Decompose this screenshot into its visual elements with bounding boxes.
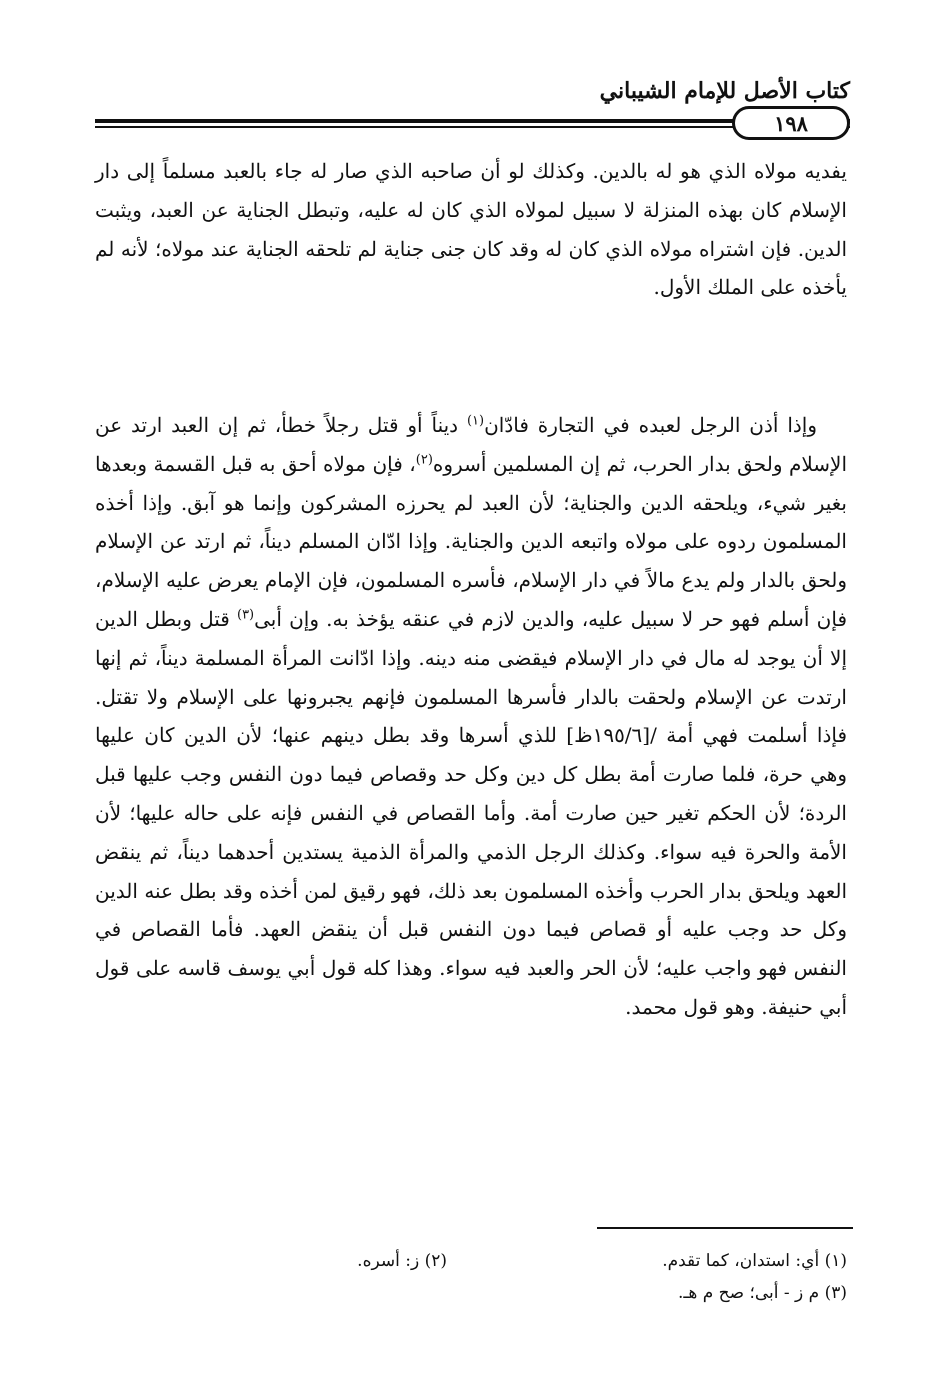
footnote-row xyxy=(95,1245,847,1277)
paragraph-1: يفديه مولاه الذي هو له بالدين. وكذلك لو أن صاحبه الذي صار له جاء بالعبد مسلماً إلى دار الإسلام كان بهذه المنزلة لا سبيل لمولاه الذي كان له عليه، وتبطل الجناية عن العبد، ويثبت الدين. فإن اشتراه مولاه الذي كان له وقد كان جنى جناية لم تلحقه الجناية عند مولاه؛ لأنه لم يأخذه على الملك الأول. xyxy=(95,159,847,300)
paragraph-2 xyxy=(95,406,847,1027)
footnote-text: ز: أسره. xyxy=(357,1251,420,1271)
footnote-number: (٢) xyxy=(424,1251,447,1271)
footnote-row xyxy=(95,1277,847,1309)
footnote-2 xyxy=(357,1245,447,1277)
footnote-ref-2: (٢) xyxy=(415,452,433,468)
page-header xyxy=(95,72,850,136)
footnote-number: (١) xyxy=(824,1251,847,1271)
paragraph-2-part-c: ، فإن مولاه أحق به قبل القسمة وبعدها بغير شيء، ويلحقه الدين والجناية؛ لأن العبد لم يحرزه المشركون وإنما هو آبق. وإذا أخذه المسلمون ردوه على مولاه واتبعه الدين والجناية. وإذا ادّان المسلم ديناً، ثم ارتد عن الإسلام ولحق بالدار ولم يدع مالاً في دار الإسلام، فأسره المسلمون، فإن الإمام يعرض عليه الإسلام، فإن أسلم فهو حر لا سبيل عليه، والدين لازم في عنقه يؤخذ به. وإن أبى xyxy=(95,451,847,631)
footnotes xyxy=(95,1245,847,1309)
footnote-3 xyxy=(678,1277,847,1309)
page-number xyxy=(732,106,850,140)
footnote-ref-1: (١) xyxy=(466,413,485,429)
book-title: كتاب الأصل للإمام الشيباني xyxy=(599,78,850,104)
paragraph-2-part-d: قتل وبطل الدين إلا أن يوجد له مال في دار الإسلام فيقضى منه دينه. وإذا ادّانت المرأة المسلمة ديناً، ثم إنها ارتدت عن الإسلام ولحقت بالدار فأسرها المسلمون فإنهم يجبرونها على الإسلام ولا تقتل. فإذا أسلمت فهي أمة /[١٩٥/٦ظ] للذي أسرها وقد بطل دينهم عنها؛ لأن الدين كان عليها وهي حرة، فلما صارت أمة بطل كل دين وكل حد وقصاص فيما دون النفس وجب عليها قبل الردة؛ لأن الحكم تغير حين صارت أمة. وأما القصاص في النفس فإنه على حاله عليها؛ لأن الأمة والحرة فيه سواء. وكذلك الرجل الذمي والمرأة الذمية يستدين أحدهما ديناً، ثم ينقض العهد ويلحق بدار الحرب وأخذه المسلمون بعد ذلك، فهو رقيق لمن أخذه وقد بطل عنه الدين وكل حد وجب عليه أو قصاص فيما دون النفس قبل أن ينقض العهد. فأما القصاص في النفس فهو واجب عليه؛ لأن الحر والعبد فيه سواء. وهذا كله قول أبي يوسف قاسه على قول أبي حنيفة. وهو قول محمد. xyxy=(95,606,848,1019)
paragraph-2-part-a: وإذا أذن الرجل لعبده في التجارة فادّان xyxy=(484,413,817,437)
footnote-number: (٣) xyxy=(824,1283,847,1303)
footnote-ref-3: (٣) xyxy=(236,607,255,623)
paragraph-2-part-b: ديناً أو قتل رجلاً خطأ، ثم إن العبد ارتد عن الإسلام ولحق بدار الحرب، ثم إن المسلمين أسروه xyxy=(95,413,848,476)
footnote-text: م ز - أبى؛ صح م هـ. xyxy=(677,1283,820,1303)
page-number-text: ١٩٨ xyxy=(774,110,808,136)
footnote-separator xyxy=(597,1227,853,1229)
footnote-text: أي: استدان، كما تقدم. xyxy=(662,1251,820,1271)
footnote-1 xyxy=(447,1245,847,1277)
